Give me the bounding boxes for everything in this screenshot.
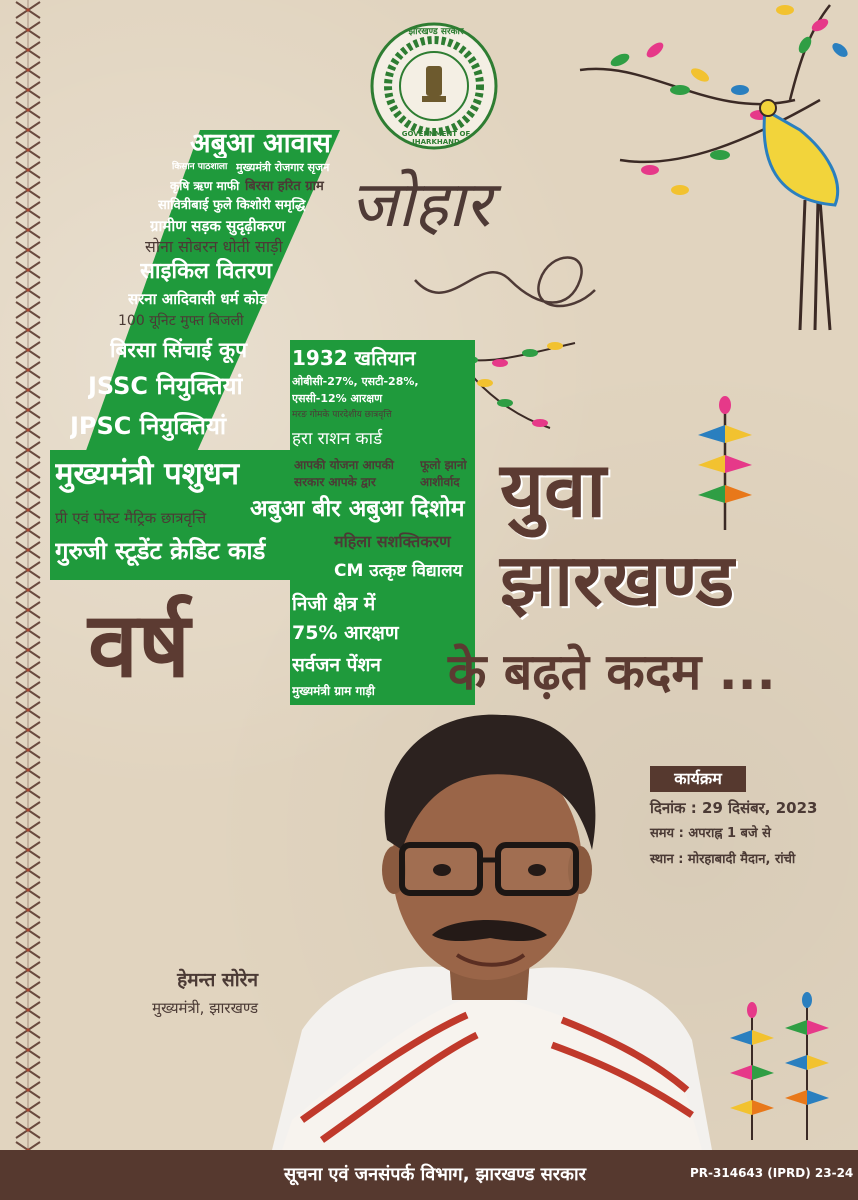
event-heading: कार्यक्रम — [650, 766, 746, 792]
scheme-word: कृषि ऋण माफी — [170, 179, 240, 193]
tribal-border-decoration — [14, 0, 42, 1150]
headline-jharkhand: झारखण्ड — [500, 538, 735, 622]
scheme-word: ग्रामीण सड़क सुदृढ़ीकरण — [150, 216, 286, 235]
scheme-word: सरकार आपके द्वार — [294, 475, 376, 489]
scheme-word: मुख्यमंत्री रोजगार सृजन — [236, 160, 330, 174]
scheme-word: मुख्यमंत्री पशुधन — [55, 455, 240, 492]
scheme-word: किसान पाठशाला — [172, 161, 228, 172]
person-title: मुख्यमंत्री, झारखण्ड — [152, 999, 258, 1017]
scheme-word: मरङ गोमके पारदेशीय छात्रवृत्ति — [292, 409, 392, 420]
johar-greeting: जोहार — [350, 168, 491, 242]
scheme-word: मुख्यमंत्री ग्राम गाड़ी — [292, 684, 375, 698]
scheme-word: प्री एवं पोस्ट मैट्रिक छात्रवृत्ति — [55, 508, 207, 527]
emblem-top-text: झारखण्ड सरकार — [408, 27, 464, 37]
tribal-bird-vine-decoration — [560, 0, 858, 340]
scheme-word: ओबीसी-27%, एसटी-28%, — [292, 374, 419, 388]
bottom-plants-decoration — [722, 990, 842, 1140]
scheme-word: सावित्रीबाई फुले किशोरी समृद्धि — [158, 197, 306, 213]
scheme-word: निजी क्षेत्र में — [292, 592, 376, 615]
scheme-word: गुरुजी स्टूडेंट क्रेडिट कार्ड — [55, 537, 266, 565]
scheme-word: CM उत्कृष्ट विद्यालय — [334, 560, 463, 581]
scheme-word: 1932 खतियान — [292, 346, 416, 370]
scheme-word: बिरसा सिंचाई कूप — [110, 337, 248, 362]
scheme-word: एससी-12% आरक्षण — [292, 391, 383, 405]
tribal-plant-decoration — [690, 395, 760, 530]
scheme-word: 75% आरक्षण — [292, 621, 399, 644]
scheme-word: JPSC नियुक्तियां — [70, 412, 227, 440]
footer-code: PR-314643 (IPRD) 23-24 — [690, 1166, 854, 1180]
scheme-word: महिला सशक्तिकरण — [334, 532, 451, 551]
scheme-word: सर्वजन पेंशन — [292, 653, 381, 676]
headline-yuva: युवा — [500, 445, 607, 534]
event-date: दिनांक : 29 दिसंबर, 2023 — [650, 799, 818, 817]
johar-flourish — [410, 240, 600, 320]
scheme-word: सरना आदिवासी धर्म कोड — [128, 289, 268, 308]
chief-minister-portrait — [262, 700, 722, 1150]
scheme-word: आपकी योजना आपकी — [294, 458, 394, 472]
scheme-word: हरा राशन कार्ड — [292, 428, 383, 449]
scheme-word: JSSC नियुक्तियां — [88, 372, 243, 400]
scheme-word: साइकिल वितरण — [140, 259, 272, 284]
scheme-word: 100 यूनिट मुफ्त बिजली — [118, 313, 244, 329]
footer-department: सूचना एवं जनसंपर्क विभाग, झारखण्ड सरकार — [284, 1164, 586, 1185]
scheme-word: अबुआ आवास — [190, 128, 331, 158]
scheme-word: बिरसा हरित ग्राम — [245, 178, 324, 194]
scheme-word: आशीर्वाद — [420, 475, 460, 489]
person-name: हेमन्त सोरेन — [177, 969, 258, 991]
event-venue: स्थान : मोरहाबादी मैदान, रांची — [650, 852, 796, 867]
years-word: वर्ष — [88, 593, 191, 698]
event-time: समय : अपराह्न 1 बजे से — [650, 826, 771, 841]
scheme-word: सोना सोबरन धोती साड़ी — [145, 237, 283, 256]
scheme-word: अबुआ बीर अबुआ दिशोम — [250, 495, 465, 522]
emblem-bottom-text: GOVERNMENT OF JHARKHAND — [401, 130, 471, 146]
headline-tagline: के बढ़ते कदम ... — [448, 643, 776, 701]
scheme-word: फूलो झानो — [420, 458, 467, 472]
